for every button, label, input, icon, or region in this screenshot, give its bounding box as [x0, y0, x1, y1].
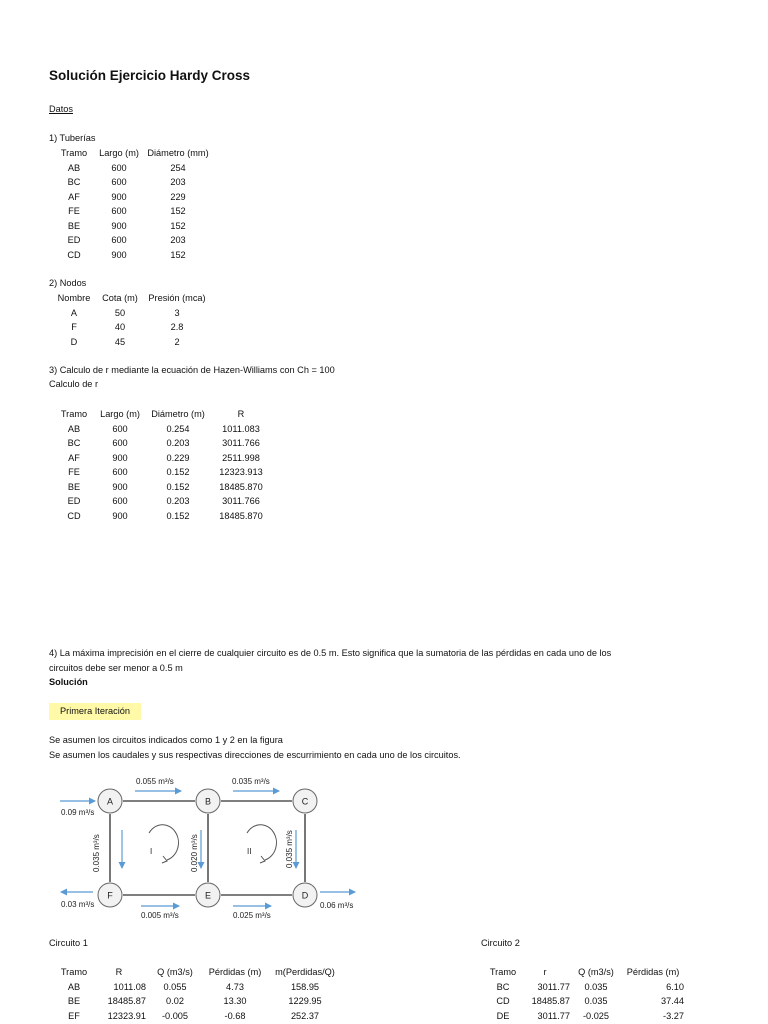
circuit2-table: [486, 965, 684, 1023]
flow-label-out-F: 0.03 m³/s: [61, 900, 95, 909]
table-row: [56, 465, 274, 480]
column-header: Tramo: [60, 967, 88, 978]
table-row: [56, 190, 210, 205]
table-cell: BE: [67, 996, 81, 1007]
flow-label-BE: 0.020 m³/s: [190, 834, 199, 872]
table-cell: 600: [111, 235, 127, 246]
table-cell: 18485.87: [107, 996, 146, 1007]
table-row: [56, 1009, 344, 1024]
table-cell: 600: [112, 438, 128, 449]
circulation-arrowhead-II: [260, 856, 265, 863]
table-cell: 50: [114, 307, 126, 318]
table-cell: CD: [496, 996, 510, 1007]
column-header: Nombre: [57, 293, 91, 304]
column-header: Tramo: [60, 148, 88, 159]
flow-label-BC: 0.035 m³/s: [232, 777, 270, 786]
table-row: [56, 494, 274, 509]
section4-line1: 4) La máxima imprecisión en el cierre de cualquier circuito es de 0.5 m. Esto significa que la sumatoria de las pérdidas en cada uno de los: [49, 648, 612, 658]
nodes-table: [52, 291, 210, 349]
column-header: R: [115, 967, 123, 978]
circuit2-label: Circuito 2: [481, 938, 520, 948]
table-cell: AF: [68, 191, 80, 202]
table-cell: 0.02: [166, 996, 184, 1007]
flow-label-in-A: 0.09 m³/s: [61, 808, 95, 817]
circulation-arrowhead-I: [162, 856, 167, 863]
column-header: Diámetro (m): [151, 409, 205, 420]
table-cell: CD: [67, 510, 81, 521]
column-header: Largo (m): [100, 409, 140, 420]
column-header: Largo (m): [99, 148, 139, 159]
node-label-C: C: [301, 796, 309, 807]
table-cell: 900: [111, 191, 127, 202]
table-cell: 203: [170, 177, 186, 188]
table-cell: 0.152: [166, 510, 190, 521]
table-cell: 18485.87: [531, 996, 570, 1007]
table-cell: 158.95: [290, 981, 320, 992]
table-cell: 0.203: [166, 438, 190, 449]
table-cell: 3011.77: [537, 1010, 570, 1021]
circuit-label-I: I: [150, 847, 153, 856]
column-header: r: [543, 967, 547, 978]
table-cell: 13.30: [223, 996, 247, 1007]
table-cell: 1011.08: [113, 981, 146, 992]
table-row: [56, 233, 210, 248]
table-row: [56, 248, 210, 263]
section4-line2: circuitos debe ser menor a 0.5 m: [49, 663, 183, 673]
table-cell: 229: [170, 191, 186, 202]
table-cell: 600: [112, 496, 128, 507]
table-row: [56, 422, 274, 437]
datos-label: Datos: [49, 104, 74, 114]
section3-heading: 3) Calculo de r mediante la ecuación de Hazen-Williams con Ch = 100: [49, 365, 335, 375]
table-cell: -0.68: [224, 1010, 246, 1021]
node-label-D: D: [301, 890, 309, 901]
circulation-arrow-I: [149, 825, 178, 860]
table-cell: 900: [112, 452, 128, 463]
table-cell: BE: [67, 481, 81, 492]
network-diagram: [55, 768, 365, 936]
table-cell: 0.152: [166, 481, 190, 492]
table-row: [56, 480, 274, 495]
table-cell: 2511.998: [222, 452, 260, 463]
assumption-line-1: Se asumen los circuitos indicados como 1 y 2 en la figura: [49, 735, 283, 745]
table-cell: 18485.870: [219, 481, 263, 492]
table-cell: D: [70, 336, 78, 347]
column-header: R: [237, 409, 245, 420]
table-cell: 2: [174, 336, 180, 347]
table-cell: 254: [170, 162, 186, 173]
assumption-line-2: Se asumen los caudales y sus respectivas direcciones de escurrimiento en cada uno de los circuitos.: [49, 750, 461, 760]
table-cell: 45: [114, 336, 126, 347]
table-cell: ED: [67, 496, 81, 507]
node-label-B: B: [204, 796, 212, 807]
table-header-row: [56, 146, 210, 161]
table-cell: F: [71, 322, 77, 333]
table-cell: CD: [67, 249, 81, 260]
table-cell: 0.203: [166, 496, 190, 507]
circuit1-label: Circuito 1: [49, 938, 88, 948]
column-header: Pérdidas (m): [626, 967, 680, 978]
table-cell: 0.229: [166, 452, 190, 463]
table-cell: 900: [111, 220, 127, 231]
table-cell: AB: [67, 162, 81, 173]
table-row: [486, 980, 684, 995]
column-header: Tramo: [489, 967, 517, 978]
table-cell: 37.44: [661, 996, 684, 1007]
table-row: [56, 219, 210, 234]
table-cell: FE: [68, 206, 80, 217]
table-row: [486, 994, 684, 1009]
table-cell: 12323.91: [107, 1010, 146, 1021]
table-cell: A: [70, 307, 78, 318]
table-cell: 0.152: [166, 467, 190, 478]
page-title: Solución Ejercicio Hardy Cross: [49, 68, 251, 83]
table-cell: 0.055: [163, 981, 187, 992]
table-row: [56, 161, 210, 176]
table-cell: 900: [112, 510, 128, 521]
solucion-heading: Solución: [49, 677, 88, 687]
table-cell: 900: [112, 481, 128, 492]
flow-label-ED: 0.025 m³/s: [233, 911, 271, 920]
table-cell: -0.025: [582, 1010, 610, 1021]
table-cell: -0.005: [161, 1010, 189, 1021]
table-cell: 12323.913: [219, 467, 263, 478]
table-cell: 152: [170, 220, 186, 231]
table-row: [52, 320, 210, 335]
section1-heading: 1) Tuberías: [49, 133, 96, 143]
table-cell: 0.035: [584, 981, 608, 992]
table-cell: BC: [67, 177, 81, 188]
iteration-highlight: [49, 703, 141, 720]
table-row: [56, 436, 274, 451]
circuit-label-II: II: [247, 847, 252, 856]
table-cell: 3011.77: [537, 981, 570, 992]
flow-label-AF: 0.035 m³/s: [92, 834, 101, 872]
node-label-A: A: [106, 796, 114, 807]
table-cell: 3: [174, 307, 180, 318]
table-cell: FE: [68, 467, 80, 478]
flow-label-AB: 0.055 m³/s: [136, 777, 174, 786]
column-header: Pérdidas (m): [208, 967, 262, 978]
table-cell: 600: [112, 423, 128, 434]
section2-heading: 2) Nodos: [49, 278, 87, 288]
column-header: Q (m3/s): [578, 967, 614, 978]
table-row: [486, 1009, 684, 1024]
table-cell: 0.035: [584, 996, 608, 1007]
table-cell: 3011.766: [222, 438, 260, 449]
column-header: Tramo: [60, 409, 88, 420]
table-cell: 6.10: [666, 981, 684, 992]
table-cell: 3011.766: [222, 496, 260, 507]
table-cell: BC: [67, 438, 81, 449]
column-header: Presión (mca): [148, 293, 206, 304]
table-cell: AB: [67, 981, 81, 992]
table-cell: 18485.870: [219, 510, 263, 521]
table-row: [56, 451, 274, 466]
flow-label-out-D: 0.06 m³/s: [320, 901, 354, 910]
column-header: Diámetro (mm): [147, 148, 209, 159]
table-header-row: [486, 965, 684, 980]
table-row: [56, 980, 344, 995]
table-row: [52, 306, 210, 321]
table-cell: 900: [111, 249, 127, 260]
table-cell: -3.27: [663, 1010, 684, 1021]
table-cell: 1229.95: [288, 996, 322, 1007]
table-cell: 2.8: [170, 322, 184, 333]
table-cell: 0.254: [166, 423, 190, 434]
table-header-row: [52, 291, 210, 306]
iteration-label: Primera Iteración: [60, 706, 130, 716]
table-cell: DE: [496, 1010, 510, 1021]
table-cell: 252.37: [290, 1010, 320, 1021]
table-header-row: [56, 407, 274, 422]
node-label-F: F: [107, 890, 113, 901]
table-cell: 600: [111, 162, 127, 173]
table-cell: AB: [67, 423, 81, 434]
table-header-row: [56, 965, 344, 980]
table-cell: 40: [114, 322, 126, 333]
table-cell: BC: [496, 981, 510, 992]
section3-subheading: Calculo de r: [49, 379, 99, 389]
node-label-E: E: [204, 890, 212, 901]
circuit1-table: [56, 965, 344, 1023]
column-header: Cota (m): [102, 293, 138, 304]
table-cell: 203: [170, 235, 186, 246]
table-cell: BE: [67, 220, 81, 231]
column-header: Q (m3/s): [157, 967, 193, 978]
column-header: m(Perdidas/Q): [275, 967, 335, 978]
pipes-table: [56, 146, 210, 262]
table-cell: EF: [68, 1010, 80, 1021]
table-cell: ED: [67, 235, 81, 246]
table-cell: 600: [111, 177, 127, 188]
r-calc-table: [56, 407, 274, 523]
table-cell: 1011.083: [222, 423, 260, 434]
table-cell: 600: [111, 206, 127, 217]
table-row: [56, 994, 344, 1009]
flow-label-CD: 0.035 m³/s: [285, 830, 294, 868]
table-cell: 600: [112, 467, 128, 478]
table-cell: 4.73: [226, 981, 244, 992]
table-cell: 152: [170, 206, 186, 217]
table-row: [56, 509, 274, 524]
table-cell: 152: [170, 249, 186, 260]
table-row: [56, 175, 210, 190]
table-row: [56, 204, 210, 219]
table-row: [52, 335, 210, 350]
table-cell: AF: [68, 452, 80, 463]
flow-label-FE: 0.005 m³/s: [141, 911, 179, 920]
